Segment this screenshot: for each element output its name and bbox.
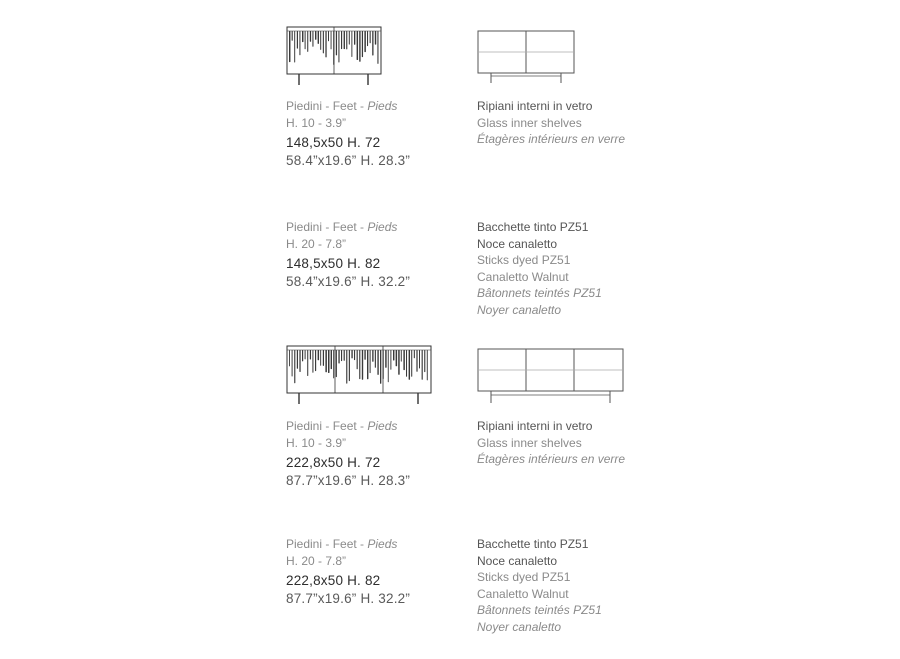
stick [401,350,402,362]
dimensions-cm: 148,5x50 H. 82 [286,256,381,271]
note-fr: Étagères intérieurs en verre [477,132,626,146]
stick [305,31,306,49]
stick [393,350,394,361]
dimensions-cm: 148,5x50 H. 72 [286,135,381,150]
stick [318,31,319,44]
stick [310,350,311,360]
spec-note-4 [477,536,602,635]
stick [341,350,342,361]
dimensions-cm: 222,8x50 H. 72 [286,455,381,470]
stick [427,350,428,380]
stick [323,350,324,366]
stick [333,350,334,378]
note-en-2: Canaletto Walnut [477,269,569,284]
stick [403,350,404,370]
stick [362,350,363,380]
dimensions-inches: 87.7”x19.6” H. 28.3” [286,473,411,488]
stick [338,31,339,63]
note-it: Ripiani interni in vetro [477,99,593,113]
stick [351,350,352,358]
spec-note-3 [477,418,625,468]
stick [422,350,423,380]
stick [375,31,376,45]
stick [292,350,293,377]
stick [414,350,415,358]
stick [294,350,295,383]
note-it-2: Noce canaletto [477,236,558,251]
stick [307,350,308,376]
stick [357,350,358,369]
feet-height: H. 10 - 3.9” [286,115,347,130]
spec-block-3 [286,418,410,490]
stick [315,350,316,371]
stick [424,350,425,372]
stick [315,31,316,40]
note-it-1: Bacchette tinto PZ51 [477,537,589,551]
stick [305,350,306,359]
spec-block-2 [286,219,410,291]
stick [349,31,350,45]
feet-height: H. 20 - 7.8” [286,553,347,568]
stick [372,350,373,362]
stick [328,350,329,373]
stick [318,350,319,360]
note-en-1: Sticks dyed PZ51 [477,253,571,267]
stick [325,31,326,57]
sticks-pattern [289,350,428,384]
stick [328,31,329,41]
stick [320,31,321,50]
stick [375,350,376,368]
spec-block-4 [286,536,410,608]
sideboard-2door-interior-drawing [477,30,577,86]
stick [302,350,303,361]
stick [302,31,303,42]
stick [351,31,352,57]
stick [312,31,313,47]
stick [325,350,327,372]
stick [367,350,368,379]
stick [406,350,407,377]
feet-label: Piedini - Feet - Pieds [286,220,398,234]
stick [289,350,290,366]
feet-label: Piedini - Feet - Pieds [286,537,398,551]
stick [372,31,373,56]
stick [349,350,350,381]
stick [396,350,398,366]
stick [323,31,324,53]
stick [338,350,339,364]
spec-note-1 [477,98,625,148]
note-it: Ripiani interni in vetro [477,419,593,433]
note-en: Glass inner shelves [477,115,582,130]
note-en: Glass inner shelves [477,435,582,450]
dimensions-inches: 58.4”x19.6” H. 28.3” [286,153,411,168]
feet-label: Piedini - Feet - Pieds [286,99,398,113]
stick [380,350,381,384]
stick [310,31,311,42]
stick [416,350,417,372]
stick [312,350,313,373]
stick [385,350,386,368]
stick [331,350,332,369]
feet-height: H. 10 - 3.9” [286,435,347,450]
stick [419,350,420,369]
stick [292,31,293,41]
spec-block-1 [286,98,410,170]
feet-label: Piedini - Feet - Pieds [286,419,398,433]
stick [354,31,355,45]
dimensions-inches: 87.7”x19.6” H. 32.2” [286,591,411,606]
stick [390,350,391,370]
stick [367,31,368,46]
stick [344,31,345,49]
stick [388,350,389,382]
spec-note-2 [477,219,602,318]
stick [294,31,295,63]
stick [370,350,371,373]
feet-height: H. 20 - 7.8” [286,236,347,251]
stick [297,350,298,369]
dimensions-cm: 222,8x50 H. 82 [286,573,381,588]
stick [297,31,298,49]
stick [336,350,337,377]
dimensions-inches: 58.4”x19.6” H. 32.2” [286,274,411,289]
stick [344,350,345,361]
note-fr-1: Bâtonnets teintés PZ51 [477,286,602,300]
stick [364,31,365,52]
note-it-1: Bacchette tinto PZ51 [477,220,589,234]
stick [359,31,360,62]
note-fr-1: Bâtonnets teintés PZ51 [477,603,602,617]
stick [289,31,290,62]
note-it-2: Noce canaletto [477,553,558,568]
note-en-1: Sticks dyed PZ51 [477,570,571,584]
note-fr: Étagères intérieurs en verre [477,452,626,466]
stick [409,350,410,380]
note-fr-2: Noyer canaletto [477,619,562,634]
sideboard-3door-interior-drawing [477,348,625,406]
stick [331,31,332,49]
stick [370,31,371,43]
sideboard-3door-front-drawing [285,344,435,406]
stick [320,350,321,366]
stick [357,31,358,60]
stick [299,350,300,372]
stick [364,350,365,360]
stick [341,31,342,49]
stick [398,350,399,375]
stick [307,31,308,52]
stick [299,31,300,55]
stick [346,31,347,49]
stick [346,350,347,384]
note-fr-2: Noyer canaletto [477,302,562,317]
stick [362,31,363,57]
note-en-2: Canaletto Walnut [477,586,569,601]
stick [359,350,360,379]
stick [336,31,337,55]
sideboard-2door-front-drawing [285,25,385,87]
stick [377,350,378,375]
stick [354,350,355,360]
stick [377,31,378,64]
stick [411,350,412,377]
